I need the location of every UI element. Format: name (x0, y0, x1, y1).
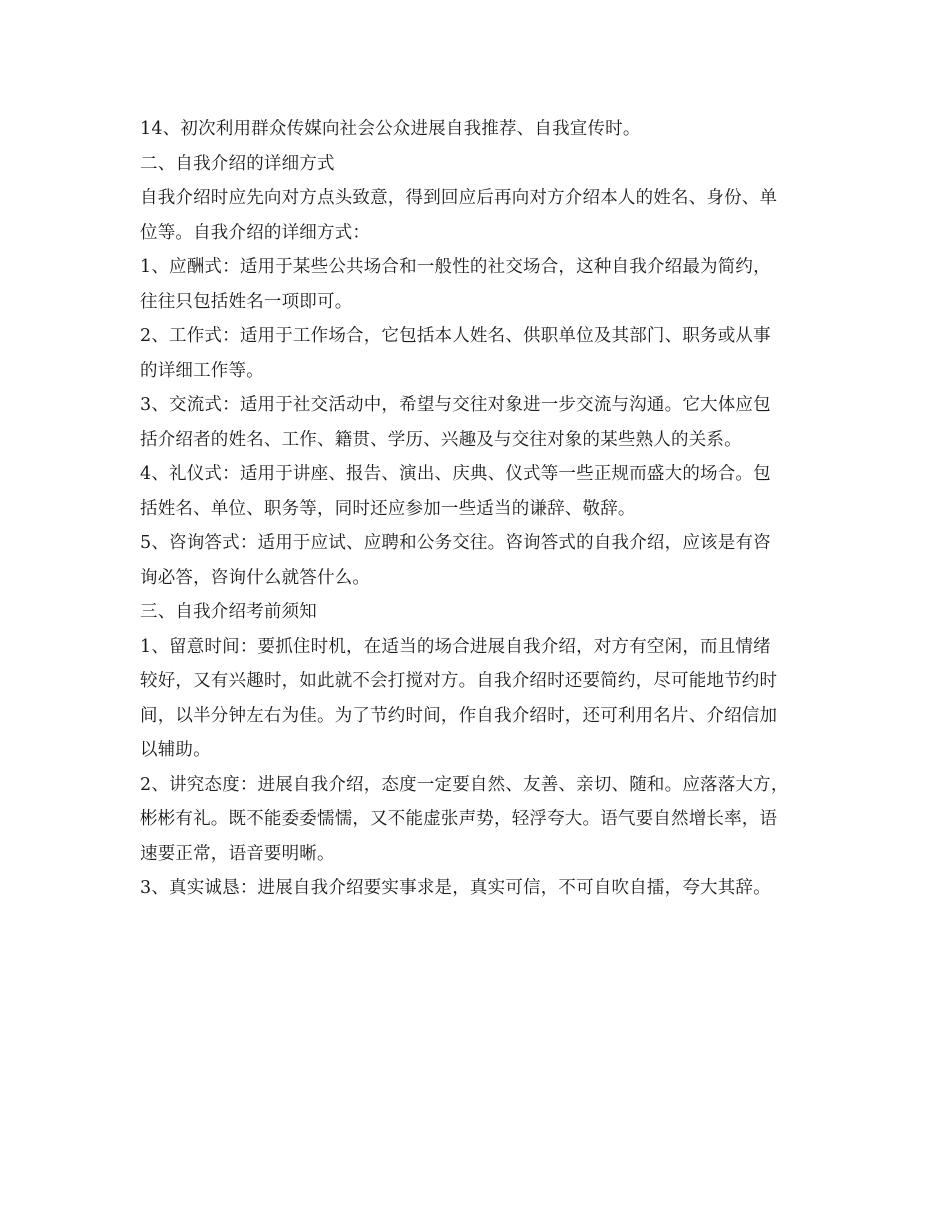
text-line: 往往只包括姓名一项即可。 (140, 291, 353, 312)
text-line: 彬彬有礼。既不能委委懦懦，又不能虚张声势，轻浮夸大。语气要自然增长率，语 (140, 809, 778, 829)
text-line: 1、留意时间：要抓住时机，在适当的场合进展自我介绍，对方有空闲，而且情绪 (140, 636, 771, 657)
text-line: 间，以半分钟左右为佳。为了节约时间，作自我介绍时，还可利用名片、介绍信加 (140, 705, 778, 726)
text-line: 自我介绍时应先向对方点头致意，得到回应后再向对方介绍本人的姓名、身份、单 (140, 188, 778, 208)
text-line: 14、初次利用群众传媒向社会公众进展自我推荐、自我宣传时。 (140, 119, 641, 139)
text-line: 3、交流式：适用于社交活动中，希望与交往对象进一步交流与沟通。它大体应包 (140, 395, 771, 415)
text-line: 5、咨询答式：适用于应试、应聘和公务交往。咨询答式的自我介绍，应该是有咨 (140, 533, 771, 553)
text-line: 以辅助。 (140, 740, 211, 760)
section-heading: 二、自我介绍的详细方式 (140, 153, 335, 174)
text-line: 速要正常，语音要明晰。 (140, 843, 335, 864)
document-body (140, 112, 830, 906)
text-line: 较好，又有兴趣时，如此就不会打搅对方。自我介绍时还要简约，尽可能地节约时 (140, 671, 778, 691)
text-line: 4、礼仪式：适用于讲座、报告、演出、庆典、仪式等一些正规而盛大的场合。包 (140, 464, 771, 484)
text-line: 2、工作式：适用于工作场合，它包括本人姓名、供职单位及其部门、职务或从事 (140, 326, 771, 346)
text-line: 位等。自我介绍的详细方式： (140, 222, 371, 243)
text-line: 括姓名、单位、职务等，同时还应参加一些适当的谦辞、敬辞。 (140, 498, 636, 519)
text-line: 2、讲究态度：进展自我介绍，态度一定要自然、友善、亲切、随和。应落落大方， (140, 774, 789, 795)
text-line: 1、应酬式：适用于某些公共场合和一般性的社交场合，这种自我介绍最为简约， (140, 257, 771, 277)
text-line: 括介绍者的姓名、工作、籍贯、学历、兴趣及与交往对象的某些熟人的关系。 (140, 429, 742, 450)
text-line: 3、真实诚恳：进展自我介绍要实事求是，真实可信，不可自吹自擂，夸大其辞。 (140, 878, 771, 898)
text-line: 询必答，咨询什么就答什么。 (140, 567, 371, 588)
text-line: 的详细工作等。 (140, 360, 264, 381)
section-heading: 三、自我介绍考前须知 (140, 602, 317, 622)
